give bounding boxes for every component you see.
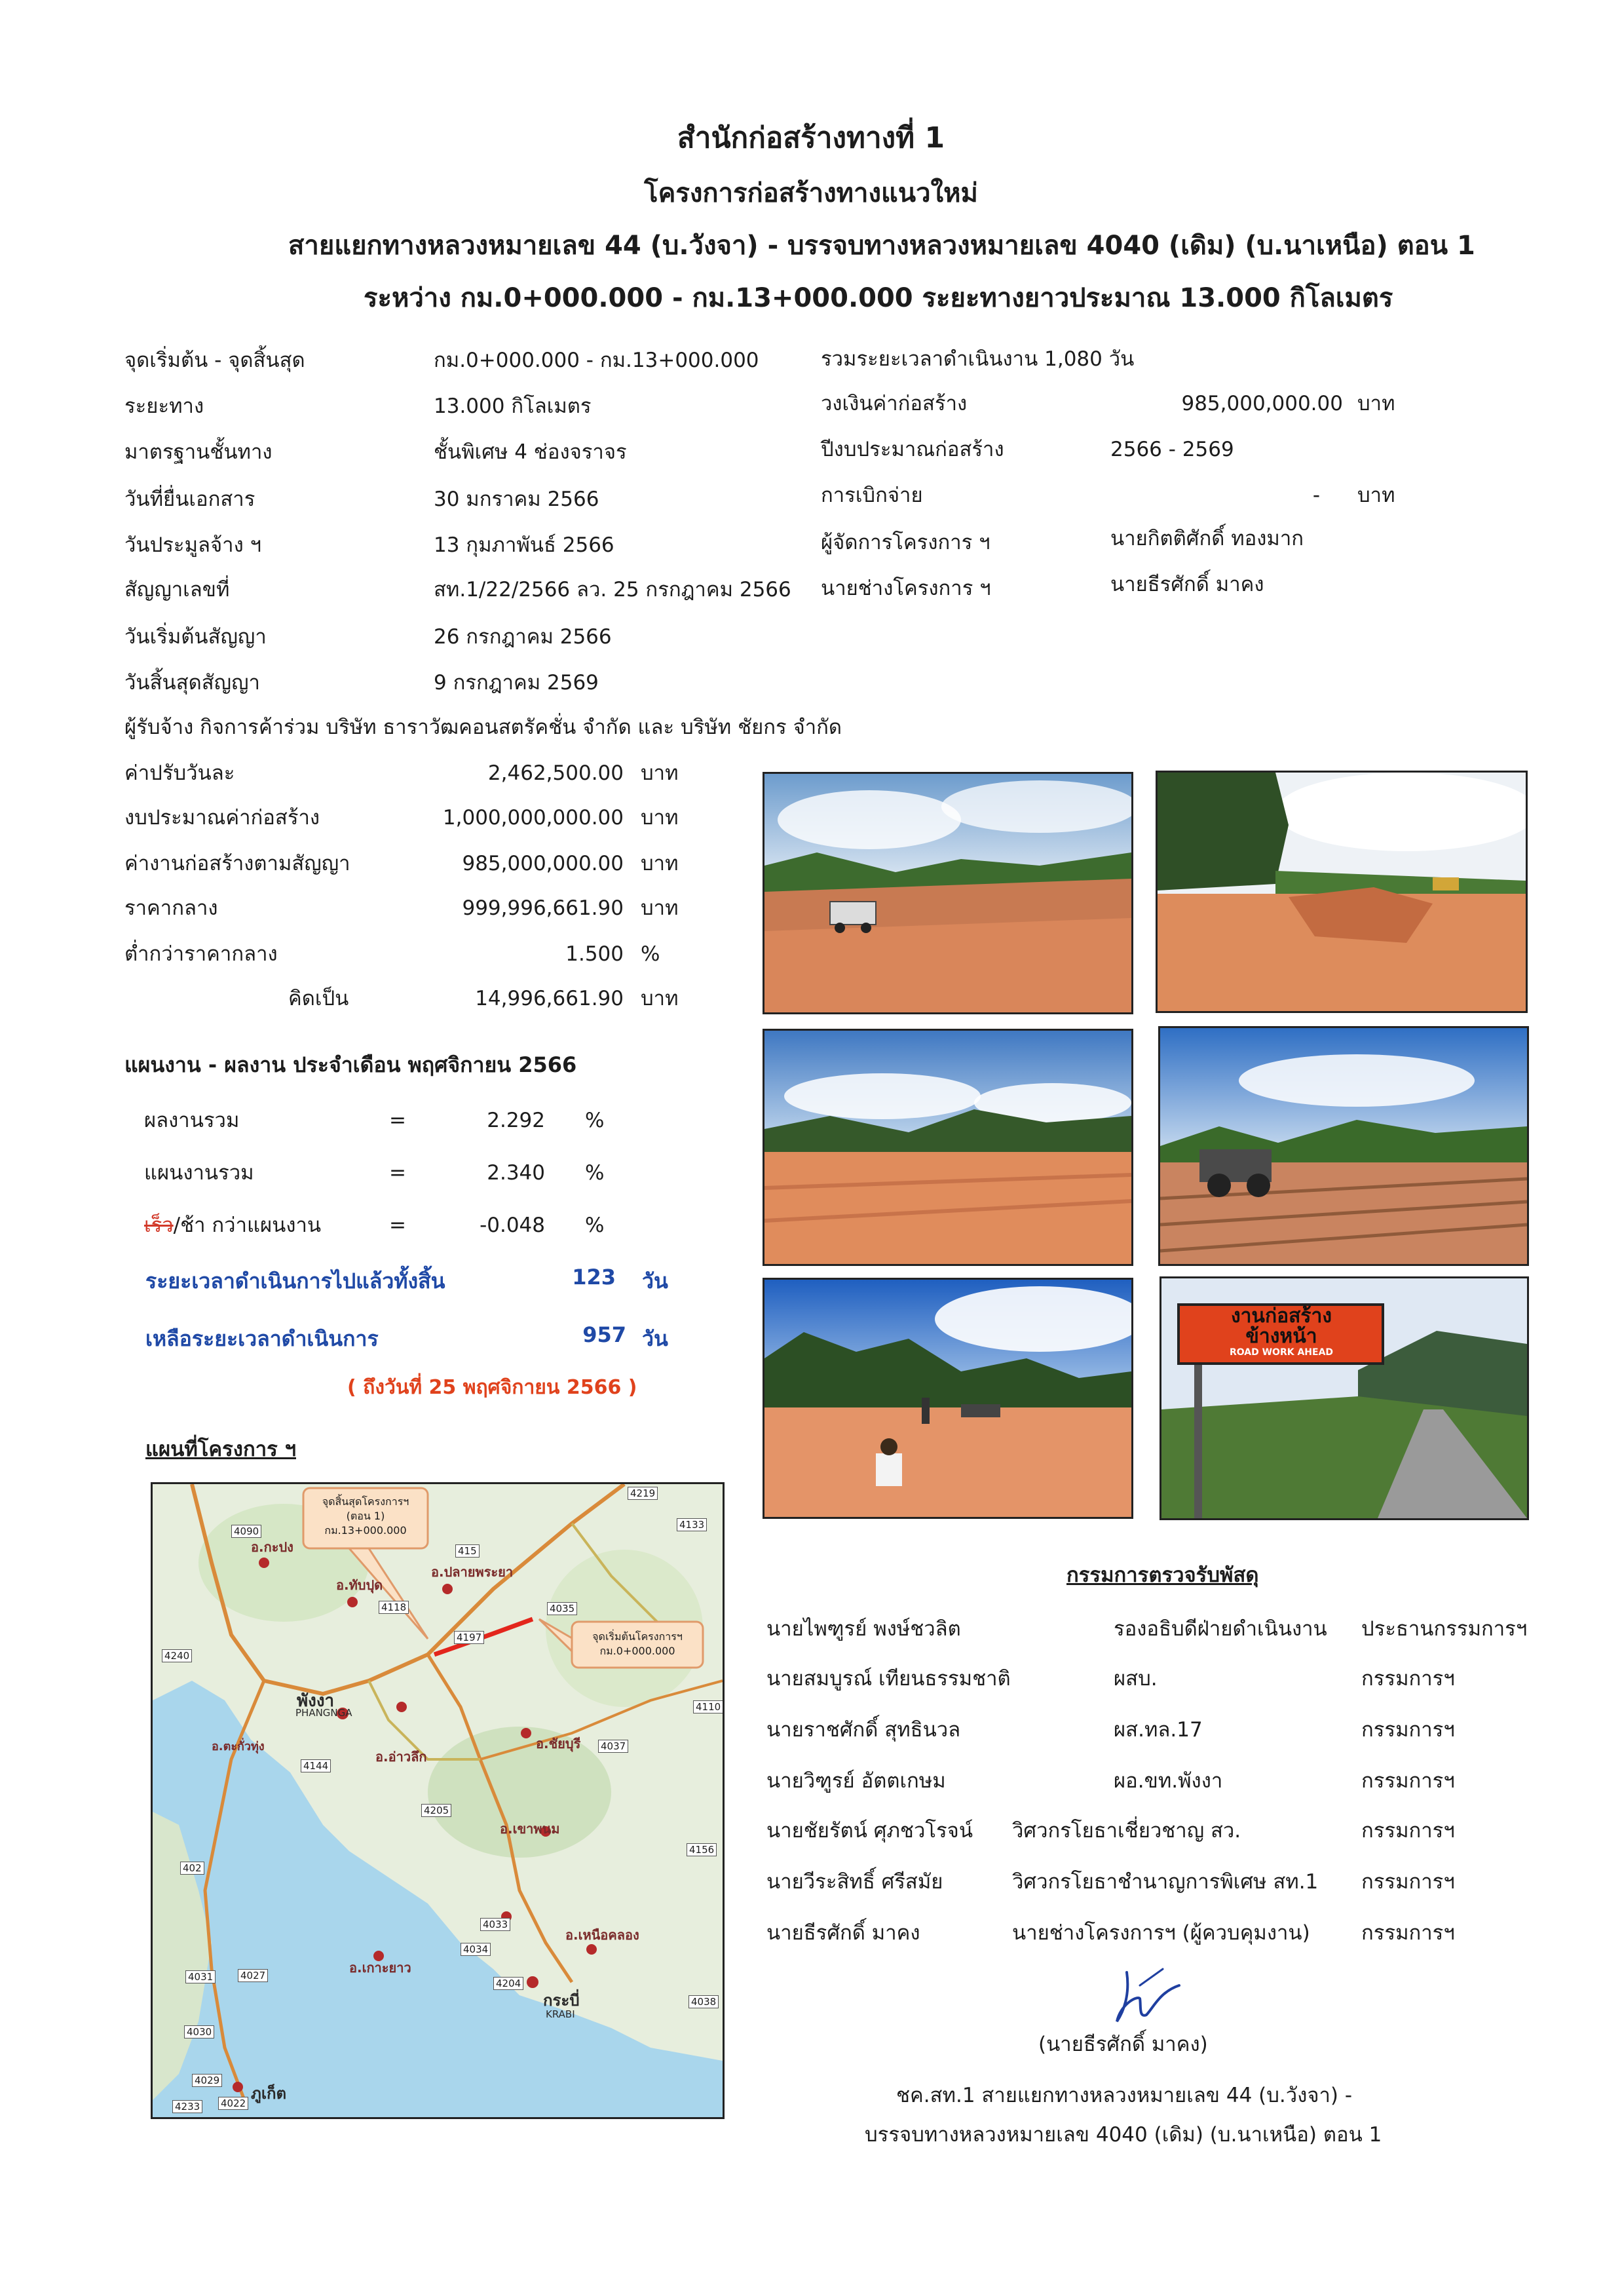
finance-value: 14,996,661.90 — [475, 987, 624, 1010]
progress-label: ผลงานรวม — [144, 1109, 240, 1132]
info-value: กม.0+000.000 - กม.13+000.000 — [434, 349, 759, 372]
info-label: สัญญาเลขที่ — [124, 578, 230, 602]
progress-value: 2.340 — [487, 1161, 545, 1185]
finance-value: 1,000,000,000.00 — [442, 806, 624, 830]
project-title: โครงการก่อสร้างทางแนวใหม่ — [644, 178, 978, 208]
place-label: อ.ชัยบุรี — [536, 1736, 581, 1751]
signature-mark — [1101, 1959, 1205, 2031]
member-name: นายไพฑูรย์ พงษ์ชวลิต — [766, 1617, 961, 1641]
remaining-label: เหลือระยะเวลาดำเนินการ — [145, 1326, 379, 1351]
place-label: อ.เกาะยาว — [349, 1960, 411, 1976]
end-callout-line: (ตอน 1) — [346, 1510, 385, 1522]
info-label: รวมระยะเวลาดำเนินงาน 1,080 วัน — [821, 347, 1135, 371]
member-role: ประธานกรรมการฯ — [1361, 1617, 1528, 1641]
member-name: นายวิฑูรย์ อัตตเกษม — [766, 1769, 946, 1793]
footer-line: บรรจบทางหลวงหมายเลข 4040 (เดิม) (บ.นาเหนือ) ตอน 1 — [865, 2123, 1382, 2147]
remaining-value: 957 — [582, 1322, 626, 1347]
end-callout-line: กม.13+000.000 — [324, 1524, 407, 1537]
info-value: 985,000,000.00 — [1181, 392, 1343, 415]
progress-title: แผนงาน - ผลงาน ประจำเดือน พฤศจิกายน 2566 — [124, 1052, 577, 1077]
road-number: 402 — [180, 1862, 204, 1875]
map-title: แผนที่โครงการ ฯ — [145, 1438, 296, 1461]
place-label: อ.เขาพนม — [500, 1821, 560, 1837]
info-value: 13.000 กิโลเมตร — [434, 394, 592, 418]
info-unit: บาท — [1357, 484, 1395, 507]
construction-photo — [763, 772, 1133, 1014]
member-role: กรรมการฯ — [1361, 1718, 1455, 1742]
finance-unit: บาท — [641, 852, 679, 875]
info-value: 26 กรกฎาคม 2566 — [434, 625, 612, 649]
finance-label: คิดเป็น — [288, 987, 349, 1010]
member-position: ผอ.ขท.พังงา — [1114, 1769, 1223, 1793]
member-position: รองอธิบดีฝ่ายดำเนินงาน — [1114, 1617, 1327, 1641]
progress-label: แผนงานรวม — [144, 1161, 254, 1185]
place-label: อ.อ่าวลึก — [375, 1749, 427, 1765]
info-label: วันที่ยื่นเอกสาร — [124, 488, 255, 511]
member-position: ผส.ทล.17 — [1114, 1718, 1203, 1742]
finance-value: 1.500 — [565, 942, 624, 966]
road-number: 4022 — [218, 2097, 248, 2110]
progress-unit: % — [585, 1109, 605, 1132]
info-value: สท.1/22/2566 ลว. 25 กรกฎาคม 2566 — [434, 578, 791, 602]
progress-eq: = — [389, 1214, 406, 1237]
member-name: นายชัยรัตน์ ศุภชวโรจน์ — [766, 1819, 973, 1843]
road-number: 4037 — [598, 1740, 628, 1753]
member-name: นายสมบูรณ์ เทียนธรรมชาติ — [766, 1667, 1011, 1691]
info-unit: บาท — [1357, 392, 1395, 415]
road-number: 4133 — [677, 1518, 707, 1531]
photo-drawing — [764, 1280, 1131, 1517]
place-label: อ.ทับปุด — [336, 1577, 383, 1593]
progress-value: -0.048 — [480, 1214, 545, 1237]
info-label: ผู้จัดการโครงการ ฯ — [821, 531, 990, 554]
info-label: ระยะทาง — [124, 394, 204, 418]
construction-photo — [1156, 771, 1528, 1013]
place-label: อ.ตะกั่วทุ่ง — [212, 1740, 265, 1753]
start-callout-line: จุดเริ่มต้นโครงการฯ — [592, 1630, 683, 1643]
place-label: KRABI — [546, 2008, 575, 2020]
place-label: อ.เหนือคลอง — [565, 1927, 639, 1943]
range-title: ระหว่าง กม.0+000.000 - กม.13+000.000 ระยะทางยาวประมาณ 13.000 กิโลเมตร — [364, 283, 1393, 313]
info-label: ปีงบประมาณก่อสร้าง — [821, 438, 1004, 461]
sign-line: ROAD WORK AHEAD — [1229, 1347, 1334, 1358]
road-number: 4233 — [172, 2100, 202, 2113]
member-position: ผสบ. — [1114, 1667, 1158, 1691]
sign-line: งานก่อสร้าง — [1230, 1305, 1332, 1328]
road-number: 4029 — [192, 2074, 222, 2087]
member-role: กรรมการฯ — [1361, 1921, 1455, 1945]
office-title: สำนักก่อสร้างทางที่ 1 — [677, 121, 945, 155]
end-callout-line: จุดสิ้นสุดโครงการฯ — [322, 1495, 409, 1508]
committee-title: กรรมการตรวจรับพัสดุ — [1066, 1563, 1259, 1587]
road-number: 4156 — [687, 1843, 717, 1856]
finance-unit: บาท — [641, 761, 679, 785]
place-label: อ.กะปง — [251, 1539, 293, 1555]
road-number: 4144 — [301, 1759, 331, 1772]
place-label: PHANGNGA — [295, 1707, 352, 1719]
member-role: กรรมการฯ — [1361, 1667, 1455, 1691]
info-value: 13 กุมภาพันธ์ 2566 — [434, 533, 614, 557]
signer-name: (นายธีรศักดิ์ มาคง) — [1038, 2033, 1208, 2056]
progress-label-rest: /ช้า กว่าแผนงาน — [173, 1214, 322, 1237]
info-label: วันประมูลจ้าง ฯ — [124, 533, 261, 557]
member-role: กรรมการฯ — [1361, 1870, 1455, 1894]
member-role: กรรมการฯ — [1361, 1769, 1455, 1793]
member-name: นายวีระสิทธิ์ ศรีสมัย — [766, 1870, 943, 1894]
place-label: ภูเก็ต — [251, 2084, 287, 2103]
elapsed-unit: วัน — [642, 1269, 668, 1293]
finance-value: 985,000,000.00 — [462, 852, 624, 875]
member-position: วิศวกรโยธาเชี่ยวชาญ สว. — [1012, 1819, 1241, 1843]
sign-text — [1181, 1306, 1382, 1358]
info-label: นายช่างโครงการ ฯ — [821, 577, 991, 600]
footer-line: ชค.สท.1 สายแยกทางหลวงหมายเลข 44 (บ.วังจา) - — [896, 2084, 1353, 2107]
finance-label: ต่ำกว่าราคากลาง — [124, 942, 278, 966]
info-value: นายกิตติศักดิ์ ทองมาก — [1110, 527, 1304, 550]
progress-eq: = — [389, 1109, 406, 1132]
road-number: 4110 — [693, 1700, 723, 1713]
start-callout-line: กม.0+000.000 — [599, 1645, 675, 1657]
end-callout — [307, 1495, 424, 1538]
road-number: 4033 — [480, 1918, 510, 1931]
construction-photo — [1160, 1276, 1529, 1520]
member-position: วิศวกรโยธาชำนาญการพิเศษ สท.1 — [1012, 1870, 1319, 1894]
road-number: 4219 — [628, 1487, 658, 1500]
finance-value: 999,996,661.90 — [462, 896, 624, 920]
info-value: 9 กรกฎาคม 2569 — [434, 671, 599, 695]
progress-unit: % — [585, 1214, 605, 1237]
info-value: - — [1312, 484, 1320, 507]
info-label: การเบิกจ่าย — [821, 484, 923, 507]
info-label: มาตรฐานชั้นทาง — [124, 440, 273, 464]
info-value: 2566 - 2569 — [1110, 438, 1234, 461]
info-value: นายธีรศักดิ์ มาคง — [1110, 573, 1264, 596]
road-number: 4038 — [688, 1995, 719, 2008]
project-map — [151, 1482, 725, 2119]
road-number: 4205 — [421, 1804, 451, 1817]
place-label: กระบี่ — [543, 1991, 580, 2010]
finance-label: ค่างานก่อสร้างตามสัญญา — [124, 852, 350, 875]
finance-unit: % — [641, 942, 660, 966]
road-number: 4118 — [379, 1601, 409, 1614]
route-title: สายแยกทางหลวงหมายเลข 44 (บ.วังจา) - บรรจบทางหลวงหมายเลข 4040 (เดิม) (บ.นาเหนือ) ตอน 1 — [288, 231, 1475, 261]
strike-text: เร็ว — [144, 1214, 174, 1237]
road-number: 4027 — [238, 1969, 268, 1982]
finance-label: ราคากลาง — [124, 896, 218, 920]
as-of-date: ( ถึงวันที่ 25 พฤศจิกายน 2566 ) — [347, 1376, 637, 1399]
road-number: 4034 — [461, 1943, 491, 1956]
photo-drawing — [764, 1031, 1131, 1264]
finance-label: ค่าปรับวันละ — [124, 761, 235, 785]
member-name: นายราชศักดิ์ สุทธินวล — [766, 1718, 961, 1742]
info-label: วันสิ้นสุดสัญญา — [124, 671, 260, 695]
contractor-line: ผู้รับจ้าง กิจการค้าร่วม บริษัท ธาราวัฒคอนสตรัคชั่น จำกัด และ บริษัท ชัยกร จำกัด — [124, 716, 842, 739]
finance-label: งบประมาณค่าก่อสร้าง — [124, 806, 320, 830]
photo-drawing — [1160, 1028, 1527, 1264]
finance-unit: บาท — [641, 896, 679, 920]
road-number: 4035 — [547, 1602, 577, 1615]
info-value: ชั้นพิเศษ 4 ช่องจราจร — [434, 440, 627, 464]
progress-label — [144, 1212, 321, 1238]
road-number: 4197 — [454, 1631, 484, 1644]
finance-value: 2,462,500.00 — [487, 761, 624, 785]
progress-unit: % — [585, 1161, 605, 1185]
road-number: 4240 — [162, 1649, 192, 1662]
finance-unit: บาท — [641, 987, 679, 1010]
road-number: 4090 — [231, 1525, 261, 1538]
photo-drawing — [1158, 773, 1526, 1011]
elapsed-label: ระยะเวลาดำเนินการไปแล้วทั้งสิ้น — [145, 1269, 445, 1293]
info-value: 30 มกราคม 2566 — [434, 488, 599, 511]
finance-unit: บาท — [641, 806, 679, 830]
info-label: วงเงินค่าก่อสร้าง — [821, 392, 968, 415]
place-label: พังงา — [297, 1691, 335, 1711]
info-label: จุดเริ่มต้น - จุดสิ้นสุด — [124, 349, 305, 372]
road-number: 415 — [455, 1544, 480, 1558]
member-role: กรรมการฯ — [1361, 1819, 1455, 1843]
sign-line: ข้างหน้า — [1245, 1325, 1317, 1348]
progress-eq: = — [389, 1161, 406, 1185]
place-label: อ.ปลายพระยา — [431, 1564, 514, 1580]
elapsed-value: 123 — [572, 1265, 616, 1290]
remaining-unit: วัน — [642, 1326, 668, 1351]
construction-photo — [763, 1029, 1133, 1266]
progress-value: 2.292 — [487, 1109, 545, 1132]
road-number: 4204 — [493, 1977, 523, 1990]
start-callout — [575, 1630, 700, 1658]
construction-photo — [1158, 1026, 1529, 1266]
info-label: วันเริ่มต้นสัญญา — [124, 625, 267, 649]
member-name: นายธีรศักดิ์ มาคง — [766, 1921, 920, 1945]
road-number: 4030 — [184, 2025, 214, 2038]
road-number: 4031 — [185, 1970, 216, 1983]
photo-drawing — [764, 774, 1131, 1012]
construction-photo — [763, 1278, 1133, 1519]
member-position: นายช่างโครงการฯ (ผู้ควบคุมงาน) — [1012, 1921, 1310, 1945]
